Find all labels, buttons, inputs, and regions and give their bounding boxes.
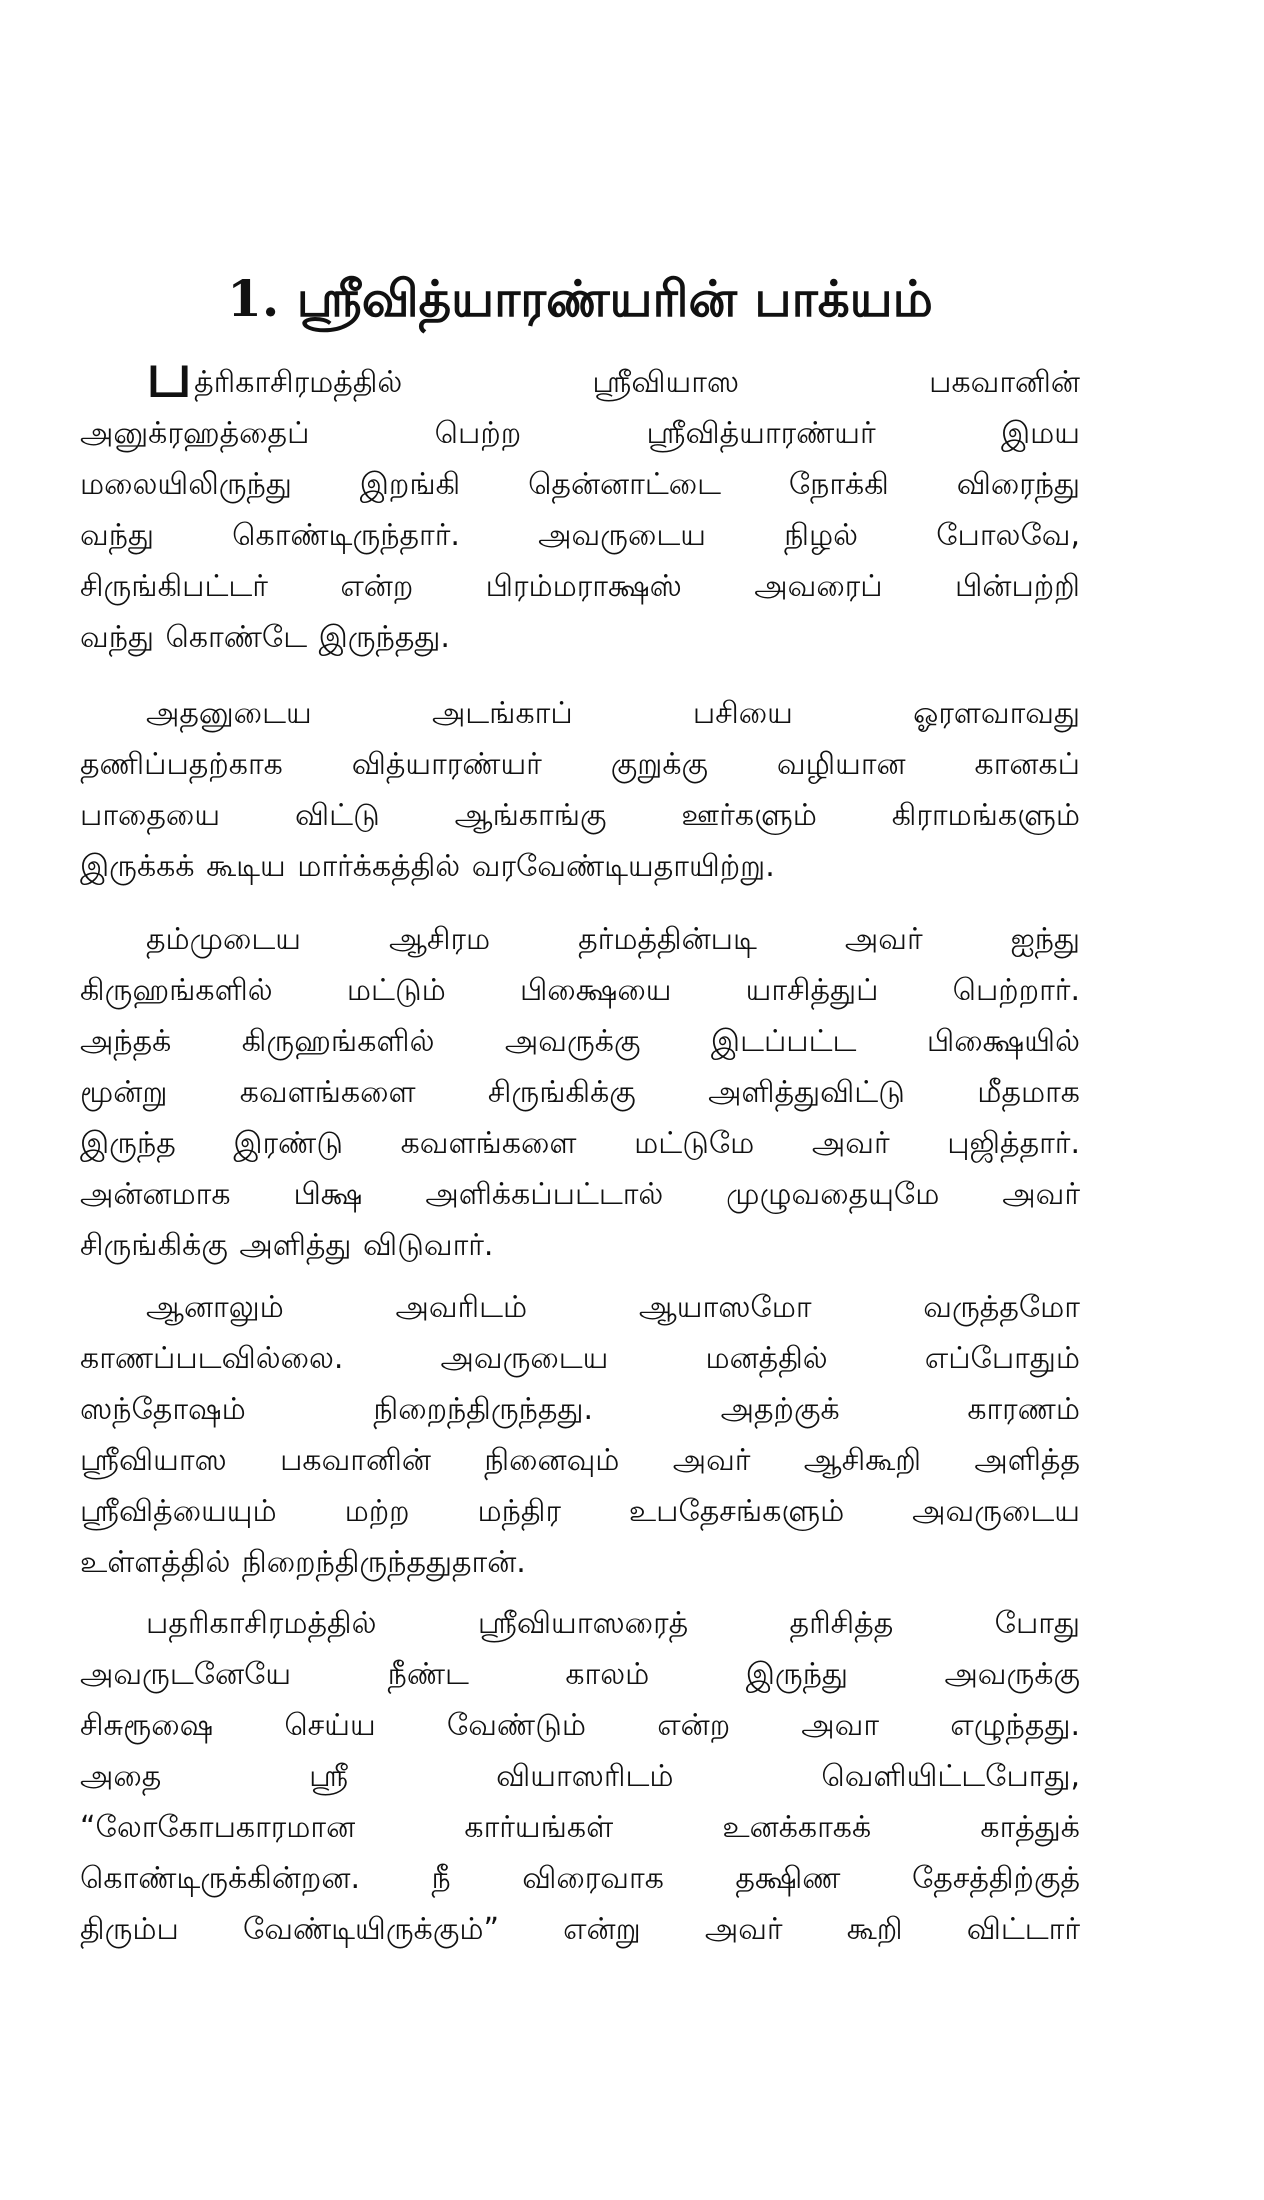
document-page (80, 0, 1080, 2200)
text-line: தம்முடைய ஆசிரம தர்மத்தின்படி அவர் ஐந்து (146, 922, 1080, 957)
text-line: மலையிலிருந்து இறங்கி தென்னாட்டை நோக்கி விரைந்து (80, 467, 1080, 502)
text-line: இருந்த இரண்டு கவளங்களை மட்டுமே அவர் புஜித்தார். (80, 1126, 1080, 1161)
text-line: அந்தக் கிருஹங்களில் அவருக்கு இடப்பட்ட பிக்ஷையில் (80, 1024, 1080, 1059)
text-line: ஸந்தோஷம் நிறைந்திருந்தது. அதற்குக் காரணம் (80, 1392, 1080, 1427)
text-line: ஸ்ரீவித்யையும் மற்ற மந்திர உபதேசங்களும் அவருடைய (80, 1494, 1080, 1529)
text-line: வந்து கொண்டிருந்தார். அவருடைய நிழல் போலவே, (80, 518, 1080, 553)
text-line: தணிப்பதற்காக வித்யாரண்யர் குறுக்கு வழியான கானகப் (80, 747, 1080, 782)
text-line: உள்ளத்தில் நிறைந்திருந்ததுதான். (80, 1545, 526, 1580)
text-line: ஆனாலும் அவரிடம் ஆயாஸமோ வருத்தமோ (146, 1290, 1080, 1325)
text-line: அவருடனேயே நீண்ட காலம் இருந்து அவருக்கு (80, 1657, 1080, 1692)
paragraph-5 (80, 1598, 1080, 1955)
text-line: சிருங்கிக்கு அளித்து விடுவார். (80, 1228, 494, 1263)
text-line: பாதையை விட்டு ஆங்காங்கு ஊர்களும் கிராமங்களும் (80, 798, 1080, 833)
text-line: அனுக்ரஹத்தைப் பெற்ற ஸ்ரீவித்யாரண்யர் இமய (80, 416, 1080, 451)
text-line: மூன்று கவளங்களை சிருங்கிக்கு அளித்துவிட்டு மீதமாக (80, 1075, 1080, 1110)
text-line: சிருங்கிபட்டர் என்ற பிரம்மராக்ஷஸ் அவரைப் பின்பற்றி (80, 569, 1080, 604)
text-line: திரும்ப வேண்டியிருக்கும்” என்று அவர் கூறி விட்டார் (80, 1912, 1080, 1947)
text-line: கொண்டிருக்கின்றன. நீ விரைவாக தக்ஷிண தேசத்திற்குத் (80, 1861, 1080, 1896)
paragraph-4 (80, 1282, 1080, 1588)
text-line: “லோகோபகாரமான கார்யங்கள் உனக்காகக் காத்துக் (80, 1810, 1080, 1845)
drop-cap: ப (146, 338, 193, 411)
paragraph-3 (80, 914, 1080, 1271)
paragraph-2 (80, 688, 1080, 892)
text-line: அதனுடைய அடங்காப் பசியை ஓரளவாவது (146, 696, 1080, 731)
text-line: சிசுரூஷை செய்ய வேண்டும் என்ற அவா எழுந்தது. (80, 1708, 1080, 1743)
chapter-title: 1. ஸ்ரீவித்யாரண்யரின் பாக்யம் (227, 269, 933, 328)
text-line: இருக்கக் கூடிய மார்க்கத்தில் வரவேண்டியதாயிற்று. (80, 849, 775, 884)
text-line: அதை ஸ்ரீ வியாஸரிடம் வெளியிட்டபோது, (80, 1759, 1080, 1794)
text-line: கிருஹங்களில் மட்டும் பிக்ஷையை யாசித்துப் பெற்றார். (80, 973, 1080, 1008)
text-line: வந்து கொண்டே இருந்தது. (80, 620, 450, 655)
text-line: அன்னமாக பிக்ஷ அளிக்கப்பட்டால் முழுவதையுமே அவர் (80, 1177, 1080, 1212)
text-line: பத்ரிகாசிரமத்தில் ஸ்ரீவியாஸ பகவானின் (80, 355, 1080, 408)
text-line: காணப்படவில்லை. அவருடைய மனத்தில் எப்போதும் (80, 1341, 1080, 1376)
text-line: ஸ்ரீவியாஸ பகவானின் நினைவும் அவர் ஆசிகூறி அளித்த (80, 1443, 1080, 1478)
paragraph-1 (80, 338, 1080, 663)
text-line: பதரிகாசிரமத்தில் ஸ்ரீவியாஸரைத் தரிசித்த போது (146, 1606, 1080, 1641)
